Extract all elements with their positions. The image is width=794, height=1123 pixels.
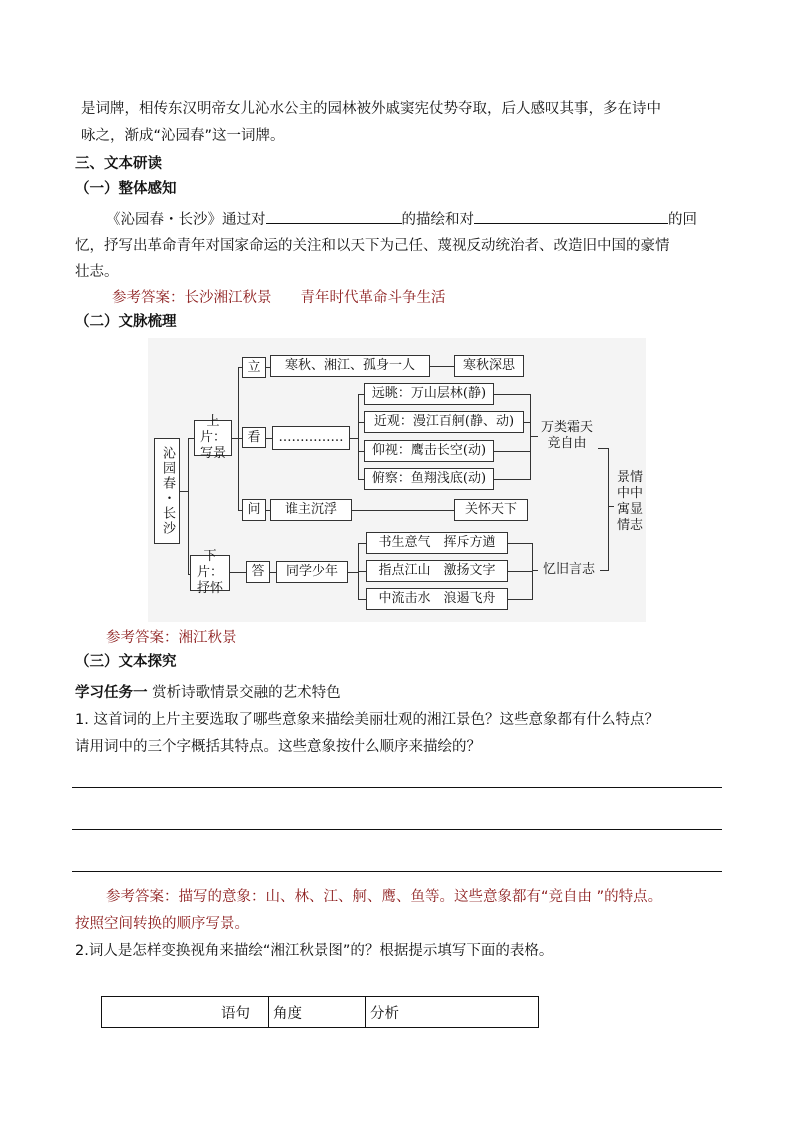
diagram-li-detail: 寒秋、湘江、孤身一人: [270, 355, 430, 377]
diagram-wen: 问: [242, 499, 266, 521]
part1-answer: 参考答案：长沙湘江秋景 青年时代革命斗争生活: [112, 290, 446, 306]
diagram-kan: 看: [242, 427, 266, 448]
diagram-li-result: 寒秋深思: [454, 355, 524, 377]
diagram-li: 立: [242, 357, 266, 378]
table-header-angle: 角度: [269, 997, 366, 1028]
part1-paragraph-line-2: 忆，抒写出革命青年对国家命运的关注和以天下为己任、蔑视反动统治者、改造旧中国的豪情: [75, 238, 670, 254]
intro-line-1: 是词牌，相传东汉明帝女儿沁水公主的园林被外戚窦宪仗势夺取，后人感叹其事，多在诗中: [81, 101, 661, 117]
question1-line-1: 1. 这首词的上片主要选取了哪些意象来描绘美丽壮观的湘江景色？这些意象都有什么特点？: [75, 712, 659, 728]
part3-title: （三）文本探究: [75, 654, 177, 670]
diagram-da-result: 忆旧言志: [542, 562, 595, 577]
question1-line-2: 请用词中的三个字概括其特点。这些意象按什么顺序来描绘的？: [75, 739, 481, 755]
answer-line-3[interactable]: [72, 871, 722, 872]
structure-diagram: [148, 338, 646, 622]
task1-heading: [75, 683, 341, 703]
diagram-wen-detail: 谁主沉浮: [270, 499, 352, 521]
part2-answer: 参考答案：湘江秋景: [106, 630, 237, 646]
diagram-summary: 景情中中寓显情志: [616, 470, 643, 533]
fill-blank-1[interactable]: [266, 208, 402, 224]
diagram-lower: 下片：抒怀: [190, 555, 230, 591]
intro-line-2: 咏之，渐成“沁园春”这一词牌。: [81, 128, 285, 144]
part1-paragraph-line-1: [106, 208, 697, 230]
diagram-da-item-1: 书生意气 挥斥方遒: [366, 532, 508, 554]
answer-line-1[interactable]: [72, 787, 722, 788]
part1-paragraph-line-3: 壮志。: [75, 264, 119, 280]
answer1-line-1: 参考答案：描写的意象：山、林、江、舸、鹰、鱼等。这些意象都有“竞自由 ”的特点。: [106, 889, 663, 905]
part1-title: （一）整体感知: [75, 181, 177, 197]
part1-text-b: 的描绘和对: [401, 212, 474, 228]
part1-text-a: 《沁园春・长沙》通过对: [106, 212, 266, 228]
table-header-sentence: 语句: [102, 997, 269, 1028]
table-row: [102, 997, 539, 1028]
diagram-upper: 上片：写景: [194, 420, 232, 456]
table-header-analysis: 分析: [366, 997, 539, 1028]
answer1-line-2: 按照空间转换的顺序写景。: [75, 916, 249, 932]
diagram-root: 沁园春・长沙: [154, 438, 180, 544]
part2-title: （二）文脉梳理: [75, 314, 177, 330]
diagram-kan-item-2: 近观：漫江百舸(静、动): [364, 411, 524, 433]
part1-text-c: 的回: [668, 212, 697, 228]
diagram-da-item-3: 中流击水 浪遏飞舟: [366, 588, 508, 610]
answer-line-2[interactable]: [72, 829, 722, 830]
fill-blank-2[interactable]: [474, 208, 668, 224]
diagram-wen-result: 关怀天下: [454, 499, 528, 521]
task1-title: 赏析诗歌情景交融的艺术特色: [152, 685, 341, 701]
diagram-kan-item-3: 仰视：鹰击长空(动): [364, 440, 494, 462]
question2: 2.词人是怎样变换视角来描绘“湘江秋景图”的？根据提示填写下面的表格。: [75, 943, 554, 959]
diagram-kan-result: 万类霜天竞自由: [540, 420, 593, 451]
task1-label: 学习任务一: [75, 685, 148, 701]
viewpoint-table: [101, 996, 539, 1028]
diagram-da-item-2: 指点江山 激扬文字: [366, 560, 508, 582]
diagram-da-detail: 同学少年: [276, 561, 348, 583]
diagram-kan-item-1: 远眺：万山层林(静): [364, 383, 494, 405]
diagram-da: 答: [246, 561, 270, 583]
diagram-kan-blank: ……………: [272, 426, 350, 450]
diagram-kan-item-4: 俯察：鱼翔浅底(动): [364, 468, 494, 490]
section-title: 三、文本研读: [75, 156, 162, 172]
